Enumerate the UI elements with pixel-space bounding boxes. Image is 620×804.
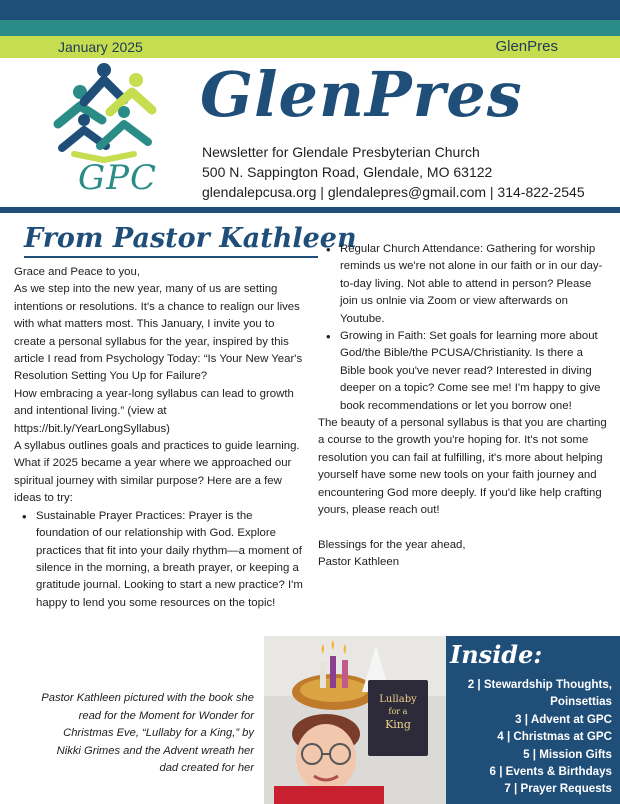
inside-item: 5 | Mission Gifts — [523, 747, 612, 761]
date-band — [0, 36, 620, 58]
masthead-divider — [0, 207, 620, 213]
spacer — [318, 520, 608, 537]
inside-item: 2 | Stewardship Thoughts, — [467, 678, 612, 691]
inside-list — [468, 676, 612, 798]
issue-date: January 2025 — [58, 39, 143, 55]
ideas-list — [14, 508, 304, 612]
top-band-teal — [0, 20, 620, 36]
masthead-address: 500 N. Sappington Road, Glendale, MO 63122 — [202, 164, 493, 180]
gpc-logo — [40, 62, 170, 202]
article-paragraph: Grace and Peace to you, — [14, 266, 141, 278]
signoff-name: Pastor Kathleen — [318, 556, 400, 569]
ideas-list-continued — [318, 241, 608, 415]
logo-text: GPC — [78, 158, 158, 198]
article-paragraph: How embracing a year-long syllabus can lead to growth and intentional living.” (view at https://bit.ly/YearLongSyllabus) — [14, 387, 294, 435]
idea-item: • Sustainable Prayer Practices: Prayer is the foundation of our relationship with God. Explore practices that fit into your daily rhythm—a moment of silence in the morning, a breath prayer, or keeping a gratitude journal. Looking to start a new practice? I'm happy to lend you some resources on the topic! — [14, 508, 304, 612]
article-left-column — [14, 264, 304, 612]
signoff-line: Blessings for the year ahead, — [318, 538, 466, 551]
masthead-tagline: Newsletter for Glendale Presbyterian Church — [202, 144, 480, 160]
idea-item: • Growing in Faith: Set goals for learning more about God/the Bible/the PCUSA/Christianity. Is there a Bible book you've never read? Interested in diving deeper on a topic? Come see me! I'm happy to give book recommendations or let you borrow one! — [318, 328, 608, 415]
book-title-line: for a — [388, 707, 408, 716]
photo-caption: Pastor Kathleen pictured with the book she read for the Moment for Wonder for Christmas Eve, “Lullaby for a King,” by Nikki Grimes and the Advent wreath her dad created for her — [41, 692, 254, 775]
book-title-line: King — [385, 718, 411, 731]
article-right-column — [318, 241, 608, 572]
inside-item: 3 | Advent at GPC — [515, 712, 612, 726]
article-heading: From Pastor Kathleen — [24, 223, 357, 254]
inside-item: Poinsettias — [550, 695, 612, 709]
article-paragraph: A syllabus outlines goals and practices to guide learning. What if 2025 became a year where we approached our spiritual journey with similar purpose? Here are a few ideas to try: — [14, 440, 300, 505]
idea-item: • Regular Church Attendance: Gathering for worship reminds us we're not alone in our faith or in our day-to-day living. Not able to attend in person? Please join us onlnie via Zoom or view afterwards on Youtube. — [318, 241, 608, 328]
masthead-contact: glendalepcusa.org | glendalepres@gmail.com | 314-822-2545 — [202, 184, 585, 200]
article-heading-underline — [24, 256, 318, 258]
pastor-photo — [264, 636, 446, 804]
masthead-details — [202, 142, 585, 202]
inside-box — [446, 636, 620, 804]
masthead-title: GlenPres — [200, 58, 523, 131]
inside-title: Inside: — [450, 640, 543, 669]
top-band-navy — [0, 0, 620, 20]
article-paragraph: As we step into the new year, many of us are setting intentions or resolutions. It's a chance to realign our lives with what matters most. This January, I invite you to create a personal syllabus for the year, inspired by this article I read from Psychology Today: “Is Your New Year's Resolution Setting You Up for Failure? — [14, 283, 303, 383]
inside-item: 4 | Christmas at GPC — [497, 730, 612, 744]
brand-label: GlenPres — [495, 38, 558, 55]
article-paragraph: The beauty of a personal syllabus is that you are charting a course to the growth you're hoping for. It's not some resolution you can fail at fulfilling, it's more about helping yourself have some new tools on your faith journey and encountering God more deeply. If you'd like help crafting yours, please reach out! — [318, 417, 607, 517]
inside-item: 6 | Events & Birthdays — [489, 765, 612, 779]
inside-item: 7 | Prayer Requests — [504, 782, 612, 796]
book-title-line: Lullaby — [379, 694, 417, 705]
